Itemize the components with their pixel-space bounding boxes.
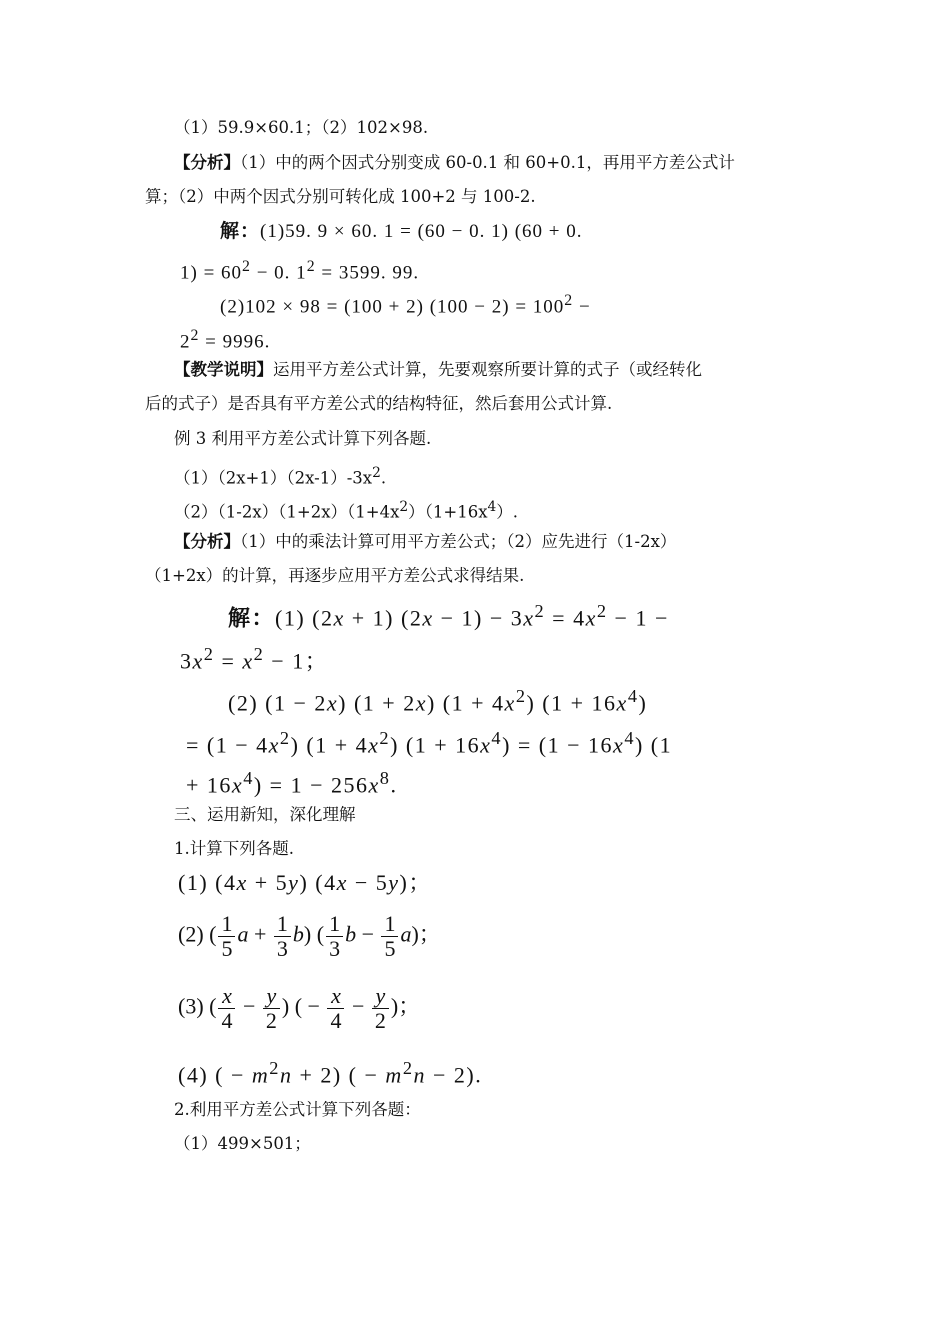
solution-line-3: (2)102 × 98 = (100 + 2) $(100 - 2) = 100^2$ − [220,292,591,318]
problem-line-1: （1）59.9×60.1；（2）102×98. [174,118,429,137]
solution-2-line-3: (2) (1 − 2x) (1 + 2x) $(1 + 4x^2)$ $(1 + 16x^4)$ [228,686,648,716]
solution-tag: 解： [220,221,261,242]
solution-line-2: $1) = 60^2 - 0$. $1^2 = 3599$. 99. [180,258,420,284]
example-3-item-2: $(2)(1-2x)(1+2x)(1+4x^2)(1+16x^4)$. [174,499,519,522]
solution-2-line-5: + $16x^4) = 1 - 256x^8$. [186,768,398,798]
solution-expr-3: (2)102 × 98 = (100 + 2) (100 − 2) = 100 [220,296,565,318]
section-heading: 三、运用新知，深化理解 [174,805,356,824]
solution-2-line-1: 解：(1) (2x + 1) $(2x - 1) - 3x^2 = 4x^2 - 1$ − [228,601,669,631]
teaching-note-line-1: 【教学说明】运用平方差公式计算，先要观察所要计算的式子（或经转化 [174,360,702,379]
exercise-1-item-2: (2) ( $\frac{1}{5}$ a + $\frac{1}{3}$ b) ( $\frac{1}{3}$ b − $\frac{1}{5}$ a)； [178,911,441,961]
teaching-note-line-2: 后的式子）是否具有平方差公式的结构特征，然后套用公式计算. [145,394,613,413]
exercise-1-title: 1.计算下列各题. [174,839,294,858]
analysis-2-tag: 【分析】 [174,532,240,551]
exercise-2-item-1: （1）499×501； [174,1134,311,1153]
analysis-text-1: （1）中的两个因式分别变成 60-0.1 和 60+0.1，再用平方差公式计 [240,153,735,172]
exercise-1-item-1: (1) (4x + 5y) (4x − 5y)； [178,870,432,895]
analysis-line-1 [174,153,735,173]
exercise-1-item-4: (4) ( − $m^2n + 2$) ( − $m^2n - 2$). [178,1058,483,1088]
analysis-2-line-2: （1+2x）的计算，再逐步应用平方差公式求得结果. [145,566,525,585]
solution-2-line-4: = $(1 - 4x^2)$ $(1 + 4x^2)$ $(1 + 16x^4) = (1 - 16x^4)$ (1 [186,728,673,758]
exercise-2-title: 2.利用平方差公式计算下列各题： [174,1100,421,1119]
solution-line-1 [220,222,583,242]
analysis-2-line-1: 【分析】（1）中的乘法计算可用平方差公式；（2）应先进行（1-2x） [174,532,677,551]
exercise-1-item-3: (3) ( $\frac{x}{4}$ − $\frac{y}{2}$ ) ( − $\frac{x}{4}$ − $\frac{y}{2}$ )； [178,983,421,1033]
solution-expr-1: (1)59. 9 × 60. 1 = (60 − 0. 1) (60 + 0. [260,221,583,242]
solution-line-4: $2^2 = 9996$. [180,327,271,353]
teaching-note-tag: 【教学说明】 [174,360,273,379]
example-3-title: 例 3 利用平方差公式计算下列各题. [174,429,432,448]
solution-2-line-2: $3x^2 = x^2 - 1$； [180,644,329,674]
analysis-line-2: 算；（2）中两个因式分别可转化成 100+2 与 100-2. [145,187,536,206]
solution-2-tag: 解： [228,605,276,631]
analysis-tag: 【分析】 [174,153,240,172]
example-3-item-1: $(1)(2x+1)(2x-1)-3x^2$. [174,465,387,488]
